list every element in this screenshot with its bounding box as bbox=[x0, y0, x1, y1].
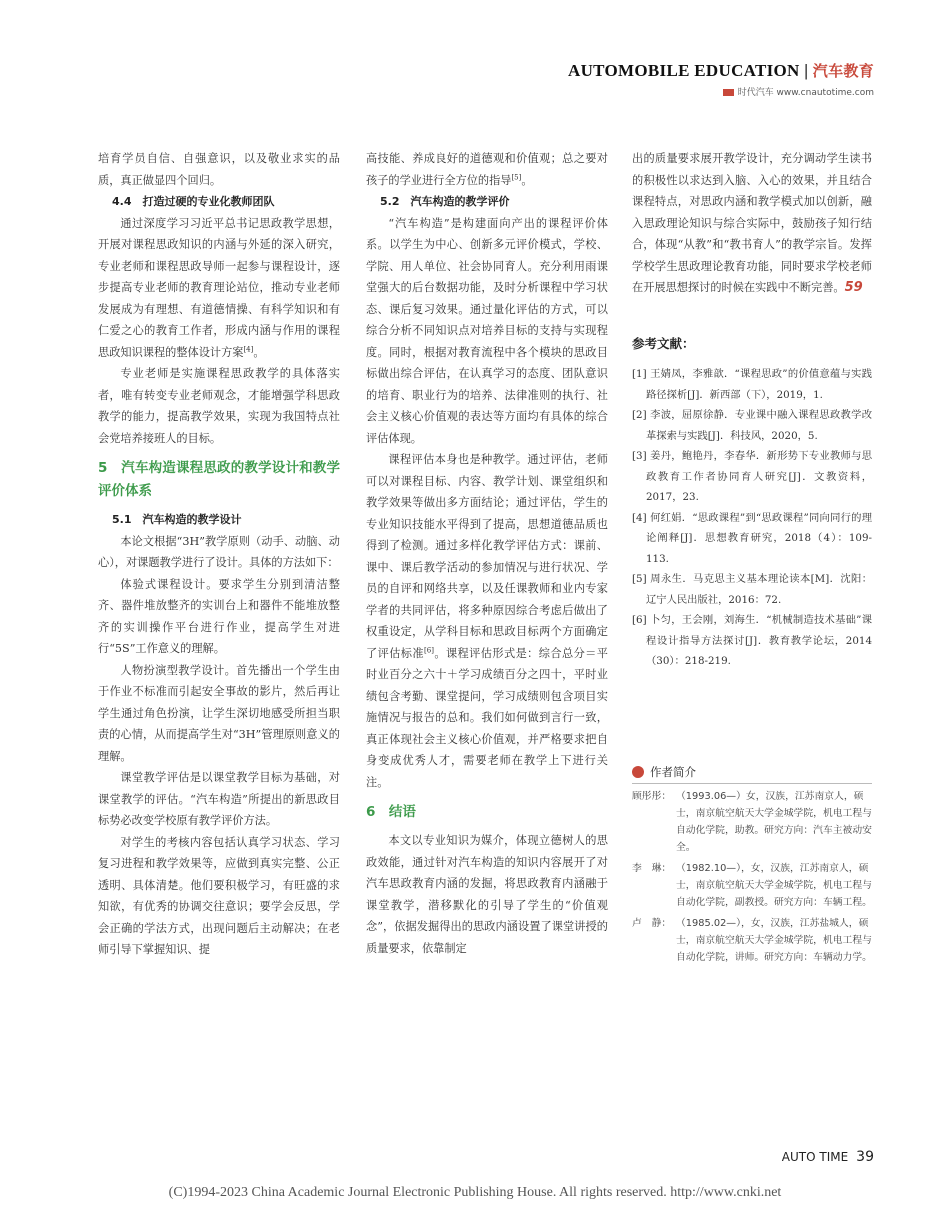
paragraph-text: 出的质量要求展开教学设计，充分调动学生读书的积极性以求达到入脑、入心的效果，并且结合课程特点，对思政内涵和教学模式加以创新，融入思政理论知识与综合实际中，鼓励孩子知行结合，体现“从教”和“教书育人”的教学宗旨。发挥学校学生思政理论教育功能，同时要求学校老师在开展思想探讨的时候在实践中不断完善。 bbox=[632, 152, 872, 294]
paragraph bbox=[632, 148, 872, 299]
paragraph: 本文以专业知识为媒介，体现立德树人的思政效能，通过针对汽车构造的知识内容展开了对汽车思政教育内涵的发掘，将思政教育内涵融于课堂教学，潜移默化的引导了学生的“价值观念”，依据发掘得出的思政内涵设置了课堂讲授的质量要求，依靠制定 bbox=[366, 834, 608, 955]
reference-item: [3] 姜丹，鲍艳丹，李春华．新形势下专业教师与思政教育工作者协同育人研究[J]．文教资料，2017，23. bbox=[632, 450, 872, 503]
paragraph: 培育学员自信、自强意识，以及敬业求实的品质，真正做显四个回归。 bbox=[98, 152, 340, 187]
column-1 bbox=[98, 148, 340, 961]
paragraph: 专业老师是实施课程思政教学的具体落实者，唯有转变专业老师观念，才能增强学科思政教学的能力，提高教学效果，实现为我国特点社会党培养接班人的目标。 bbox=[98, 367, 340, 445]
subsection-heading: 5.2 汽车构造的教学评价 bbox=[380, 195, 510, 208]
paragraph: “汽车构造”是构建面向产出的课程评价体系。以学生为中心、创新多元评价模式，学校、学院、用人单位、社会协同育人。充分利用雨课堂强大的后台数据功能，及时分析课程中学习状态、课后复习效果。通过量化评估的方式，可以综合分析不同知识点对培养目标的支持与实现程度。同时，根据对教育流程中各个模块的思政目标做出综合评估，在认真学习的态度、团队意识的培育、职业行为的培养、法律准则的执行、社会主义核心价值观的表达等方面均有具体的综合评估体现。 bbox=[366, 216, 608, 445]
citation[interactable]: [5] bbox=[511, 172, 522, 181]
author-entry bbox=[632, 860, 872, 911]
paragraph bbox=[366, 449, 608, 793]
author-name: 顾彤彤： bbox=[632, 791, 672, 802]
paragraph bbox=[366, 148, 608, 191]
paragraph: 体验式课程设计。要求学生分别到清洁整齐、器件堆放整齐的实训台上和器件不能堆放整齐的实训操作平台进行作业，提高学生对进行“5S”工作意义的理解。 bbox=[98, 577, 340, 655]
journal-title-cn: 汽车教育 bbox=[812, 62, 874, 80]
footer-label: AUTO TIME bbox=[781, 1150, 849, 1164]
paragraph: 人物扮演型教学设计。首先播出一个学生由于作业不标准而引起安全事故的影片，然后再让学生通过角色扮演，让学生深切地感受所担当职责的心情，从而提高学生对“3H”管理原则意义的理解。 bbox=[98, 663, 340, 763]
section-heading: 5 汽车构造课程思政的教学设计和教学评价体系 bbox=[98, 460, 340, 499]
reference-item: [1] 王婧凤，李雅歆．“课程思政”的价值意蕴与实践路径探析[J]．新西部（下），2019，1. bbox=[632, 368, 872, 401]
page-footer bbox=[782, 1149, 874, 1165]
end-mark-logo: 59 bbox=[844, 280, 863, 295]
reference-item: [4] 何红娟．“思政课程”到“思政课程”同向同行的理论阐释[J]．思想教育研究，2018（4）：109-113. bbox=[632, 511, 872, 565]
section-heading: 6 结语 bbox=[366, 804, 416, 820]
citation[interactable]: [6] bbox=[424, 645, 434, 654]
paragraph: 课堂教学评估是以课堂教学目标为基础，对课堂教学的评估。“汽车构造”所提出的新思政目标势必改变学校原有教学评价方法。 bbox=[98, 771, 340, 827]
reference-item: [6] 卜匀，王会刚，刘海生．“机械制造技术基础”课程设计指导方法探讨[J]．教育教学论坛，2014（30）：218-219. bbox=[632, 614, 872, 667]
page-number: 39 bbox=[856, 1149, 874, 1165]
author-entry bbox=[632, 915, 872, 966]
column-3 bbox=[632, 148, 872, 672]
site-text: 时代汽车 www.cnautotime.com bbox=[737, 88, 874, 98]
paragraph: 对学生的考核内容包括认真学习状态、学习复习进程和教学效果等，应做到真实完整、公正透明、具体清楚。他们要积极学习，有旺盛的求知欲，有优秀的协调交往意识；要学会反思，学会正确的学法方式，出现问题后主动解决；在老师引导下掌握知识、提 bbox=[98, 835, 340, 956]
person-icon bbox=[632, 766, 644, 778]
author-info bbox=[632, 764, 872, 966]
paragraph-text: 高技能、养成良好的道德观和价值观；总之要对孩子的学业进行全方位的指导 bbox=[366, 152, 608, 187]
author-bio: （1982.10—），女，汉族，江苏南京人，硕士，南京航空航天大学金城学院，机电工程与自动化学院，副教授。研究方向：车辆工程。 bbox=[676, 863, 872, 908]
title-separator: | bbox=[804, 61, 809, 80]
paragraph-text: 课程评估本身也是种教学。通过评估，老师可以对课程目标、内容、教学计划、课堂组织和教学效果等做出多方面结论；通过评估，学生的专业知识技能水平得到了提高，思想道德品质也得到了检测。通过多样化教学评估方式：课前、课中、课后教学活动的参加情况与进行状况、学员的自评和网络共享，以及任课教师和业内专家学者的共同评估，将多种原因综合考虑后做出了权重设定，从学科目标和思政目标两个方面确定了评估标准 bbox=[366, 453, 608, 660]
paragraph-text: 。课程评估形式是：综合总分＝平时业百分之六十＋学习成绩百分之四十，平时业绩包含考勤、课堂提问，学习成绩则包含项目实施情况与报告的总和。我们如何做到言行一致，真正体现社会主义核心价值观，并严格要求把自身变成优秀人才，需要老师在教学上下进行关注。 bbox=[366, 646, 608, 789]
punct: 。 bbox=[521, 173, 533, 187]
reference-item: [2] 李波，屈原徐静．专业课中融入课程思政教学改革探索与实践[J]．科技风，2020，5. bbox=[632, 409, 872, 442]
journal-title-en: AUTOMOBILE EDUCATION bbox=[568, 61, 800, 80]
reference-item: [5] 周永生．马克思主义基本理论读本[M]．沈阳：辽宁人民出版社，2016：72. bbox=[632, 573, 872, 606]
journal-site bbox=[723, 85, 874, 98]
author-bio: （1985.02—），女，汉族，江苏盐城人，硕士，南京航空航天大学金城学院，机电工程与自动化学院，讲师。研究方向：车辆动力学。 bbox=[676, 918, 872, 963]
mail-icon bbox=[723, 89, 734, 96]
author-name: 李 琳： bbox=[632, 863, 672, 874]
author-info-header bbox=[632, 764, 872, 784]
author-bio: （1993.06—）女，汉族，江苏南京人，硕士，南京航空航天大学金城学院，机电工程与自动化学院，助教。研究方向：汽车主被动安全。 bbox=[676, 791, 872, 853]
subsection-heading: 4.4 打造过硬的专业化教师团队 bbox=[112, 195, 275, 208]
journal-title bbox=[568, 60, 874, 81]
author-entry bbox=[632, 788, 872, 856]
copyright-notice: (C)1994-2023 China Academic Journal Electronic Publishing House. All rights reserved. http://www.cnki.net bbox=[168, 1185, 782, 1200]
paragraph-text: 通过深度学习习近平总书记思政教学思想，开展对课程思政知识的内涵与外延的深入研究，专业老师和课程思政导师一起参与课程设计，逐步提高专业老师的教育理论站位，推动专业老师发展成为有理想、有道德情操、有科学知识和有仁爱之心的教育工作者，形成内涵与作用的课程思政知识课程的整体设计方案 bbox=[98, 216, 340, 359]
column-2 bbox=[366, 148, 608, 959]
author-info-title: 作者简介 bbox=[650, 765, 696, 779]
citation[interactable]: [4] bbox=[243, 344, 254, 353]
punct: 。 bbox=[253, 345, 265, 359]
subsection-heading: 5.1 汽车构造的教学设计 bbox=[112, 513, 242, 526]
author-name: 卢 静： bbox=[632, 918, 672, 929]
paragraph bbox=[98, 213, 340, 364]
paragraph: 本论文根据“3H”教学原则（动手、动脑、动心），对课题教学进行了设计。具体的方法如下： bbox=[98, 534, 340, 569]
references-heading: 参考文献： bbox=[632, 335, 695, 351]
